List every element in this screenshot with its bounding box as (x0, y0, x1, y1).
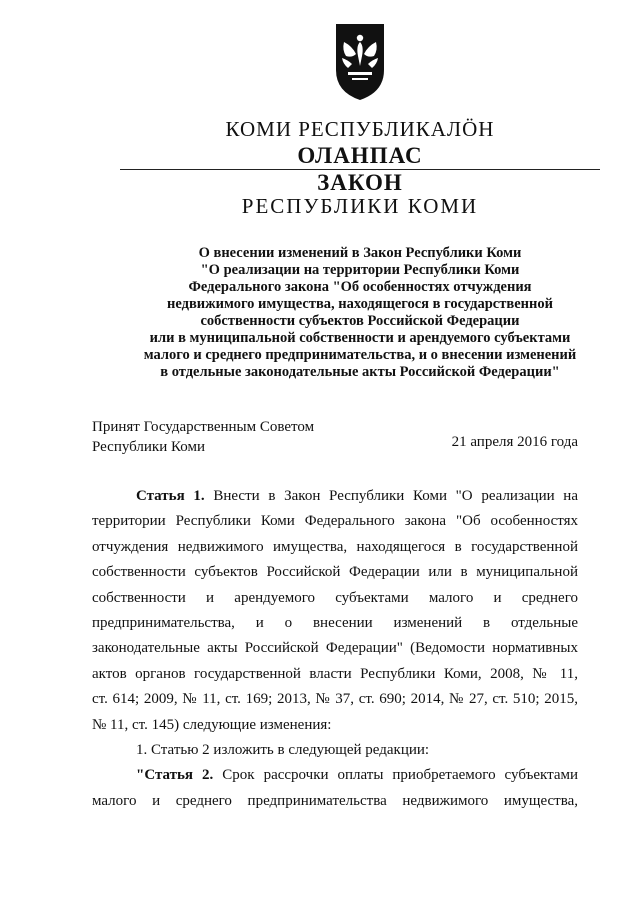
body-line: отчуждения недвижимого имущества, находящегося в государственной (92, 538, 578, 555)
header-republic-line: КОМИ РЕСПУБЛИКАЛӦН (225, 117, 495, 141)
title-line: "О реализации на территории Республики Коми (200, 262, 520, 278)
header-komi-line: РЕСПУБЛИКИ КОМИ (241, 194, 479, 218)
law-title (60, 245, 640, 381)
komi-coat-of-arms-emblem (334, 22, 386, 102)
body-line: собственности и арендуемого субъектами малого и среднего (92, 589, 578, 606)
title-line: О внесении изменений в Закон Республики Коми (198, 245, 522, 261)
body-line: собственности субъектов Российской Федерации или в муниципальной (92, 564, 578, 581)
adoption-block (92, 417, 314, 457)
body-line: законодательные акты Российской Федерации" (Ведомости нормативных (92, 640, 578, 657)
adoption-line: Принят Государственным Советом (92, 419, 315, 435)
article-2-label: "Статья 2. (136, 767, 214, 784)
body-line: малого и среднего предпринимательства недвижимого имущества, (92, 792, 578, 809)
body-line: "Статья 2. Срок рассрочки оплаты приобретаемого субъектами (136, 767, 579, 784)
header-law-line: ЗАКОН (317, 170, 403, 195)
header-olanpas-line: ОЛАНПАС (297, 143, 423, 168)
title-line: недвижимого имущества, находящегося в государственной (167, 296, 553, 312)
title-line: или в муниципальной собственности и арендуемого субъектами (149, 330, 571, 346)
body-line: Статья 1. Внести в Закон Республики Коми "О реализации на (136, 488, 578, 504)
item-1-paragraph: 1. Статью 2 изложить в следующей редакции: (136, 742, 430, 759)
title-line: собственности субъектов Российской Федерации (200, 313, 520, 329)
body-line: № 11, ст. 145) следующие изменения: (92, 716, 332, 733)
body-line: территории Республики Коми Федерального закона "Об особенностях (92, 513, 578, 530)
body-line: ст. 614; 2009, № 11, ст. 169; 2013, № 37, ст. 690; 2014, № 27, ст. 510; 2015, (92, 691, 578, 708)
body-line: предпринимательства, и о внесении изменений в отдельные (92, 615, 578, 632)
body-line: актов органов государственной власти Республики Коми, 2008, № 11, (92, 665, 578, 682)
adoption-line: Республики Коми (92, 439, 205, 455)
article-1-label: Статья 1. (136, 488, 205, 504)
title-line: в отдельные законодательные акты Российской Федерации" (160, 364, 560, 380)
title-line: Федерального закона "Об особенностях отчуждения (188, 279, 532, 295)
article-2-paragraph (92, 763, 578, 814)
title-line: малого и среднего предпринимательства, и о внесении изменений (143, 347, 577, 363)
adoption-date: 21 апреля 2016 года (451, 434, 578, 450)
article-1-paragraph (92, 484, 578, 738)
law-body (92, 484, 578, 814)
